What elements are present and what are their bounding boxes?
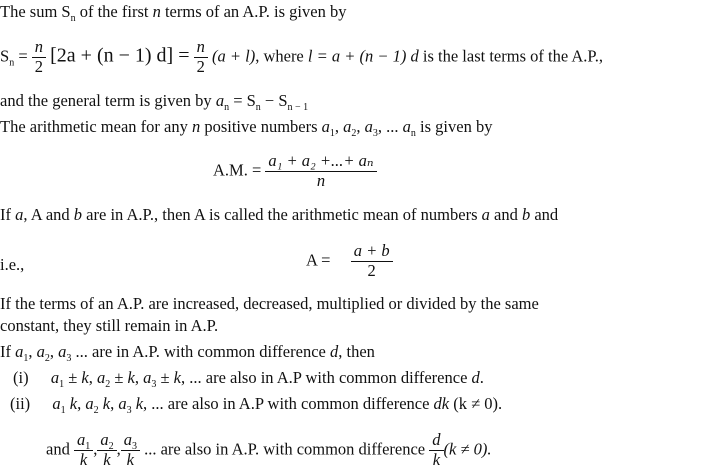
equals: =	[14, 46, 32, 66]
var-n: n	[152, 2, 161, 21]
property-line-2: constant, they still remain in A.P.	[0, 316, 219, 335]
subscript: 1	[329, 128, 335, 139]
am-definition-line: If a, A and b are in A.P., then A is called the arithmetic mean of numbers a and b and	[0, 205, 559, 224]
arithmetic-mean-intro: The arithmetic mean for any n positive numbers $a_1$, $a_2$, $a_3$, ... $a_n$ is given by	[0, 117, 493, 139]
text: The sum S	[0, 2, 71, 21]
text: is given by	[415, 117, 493, 136]
text: and the general term is given by	[0, 91, 216, 110]
bracket-expression: [2a + (n − 1) d] =	[50, 44, 190, 67]
sum-formula-line	[0, 38, 603, 77]
am-formula	[213, 152, 377, 191]
text: , where	[255, 46, 308, 66]
var-a: a	[364, 117, 373, 136]
item-label: (i)	[13, 368, 29, 387]
and-text: and	[46, 439, 70, 459]
subscript: n	[224, 102, 230, 113]
var-a: a	[321, 117, 330, 136]
item-division: and $\frac{a_1}{k}$ , $\frac{a_2}{k}$ , $\frac{a_3}{k}$ ... are also in A.P. with common difference $\frac{d}{k}$ (k ≠ 0).	[46, 430, 492, 469]
subscript: n	[255, 102, 261, 113]
ie-label: i.e.,	[0, 255, 25, 274]
a1-over-k: $\frac{a_1}{k}$	[74, 431, 93, 470]
a2-over-k: $\frac{a_2}{k}$	[97, 431, 116, 470]
paren-expression: (a + l)	[211, 46, 256, 66]
text: − S	[260, 91, 288, 110]
var-a: a	[215, 91, 225, 110]
sum-symbol: S	[0, 46, 10, 66]
am-label: A.M. =	[213, 160, 262, 180]
subscript: 2	[351, 128, 357, 139]
item-i: (i) $a_1 \pm k$, $a_2 \pm k$, $a_3 \pm k$, ... are also in A.P with common difference d.	[13, 368, 484, 390]
general-term-line	[0, 91, 309, 113]
ab-fraction: $\frac{a + b}{2}$	[351, 242, 393, 281]
subscript: n − 1	[287, 102, 309, 113]
item-label: (ii)	[10, 394, 31, 413]
ie-formula	[306, 242, 393, 281]
text: terms of an A.P. is given by	[160, 2, 347, 21]
fraction-n-over-2-second: $\frac{n}{2}$	[194, 38, 208, 77]
ap-condition-line: If $a_1$, $a_2$, $a_3$ ... are in A.P. with common difference d, then	[0, 342, 375, 364]
sum-intro-line	[0, 2, 347, 24]
subscript: 3	[372, 128, 378, 139]
text: The arithmetic mean for any	[0, 117, 192, 136]
last-term-expression: l = a + (n − 1) d	[307, 46, 419, 66]
am-fraction: $\frac{\text{a₁ + a₂ +...+ aₙ}}{n}$	[265, 152, 376, 191]
text: = S	[229, 91, 256, 110]
property-line-1: If the terms of an A.P. are increased, decreased, multiplied or divided by the same	[0, 294, 539, 313]
d-over-k: $\frac{d}{k}$	[429, 431, 443, 470]
text: positive numbers	[200, 117, 322, 136]
subscript: n	[70, 13, 76, 24]
item-ii: (ii) $a_1$ k, $a_2$ k, $a_3$ k, ... are also in A.P with common difference dk (k ≠ 0).	[10, 394, 503, 416]
a3-over-k: $\frac{a_3}{k}$	[121, 431, 140, 470]
var-n: n	[191, 117, 201, 136]
text: is the last terms of the A.P.,	[418, 46, 603, 66]
fraction-n-over-2: $\frac{n}{2}$	[32, 38, 46, 77]
var-a: a	[402, 117, 411, 136]
subscript: n	[410, 128, 416, 139]
A-equals: A =	[306, 250, 331, 270]
text: of the first	[75, 2, 153, 21]
subscript: n	[9, 57, 15, 69]
var-a: a	[343, 117, 352, 136]
